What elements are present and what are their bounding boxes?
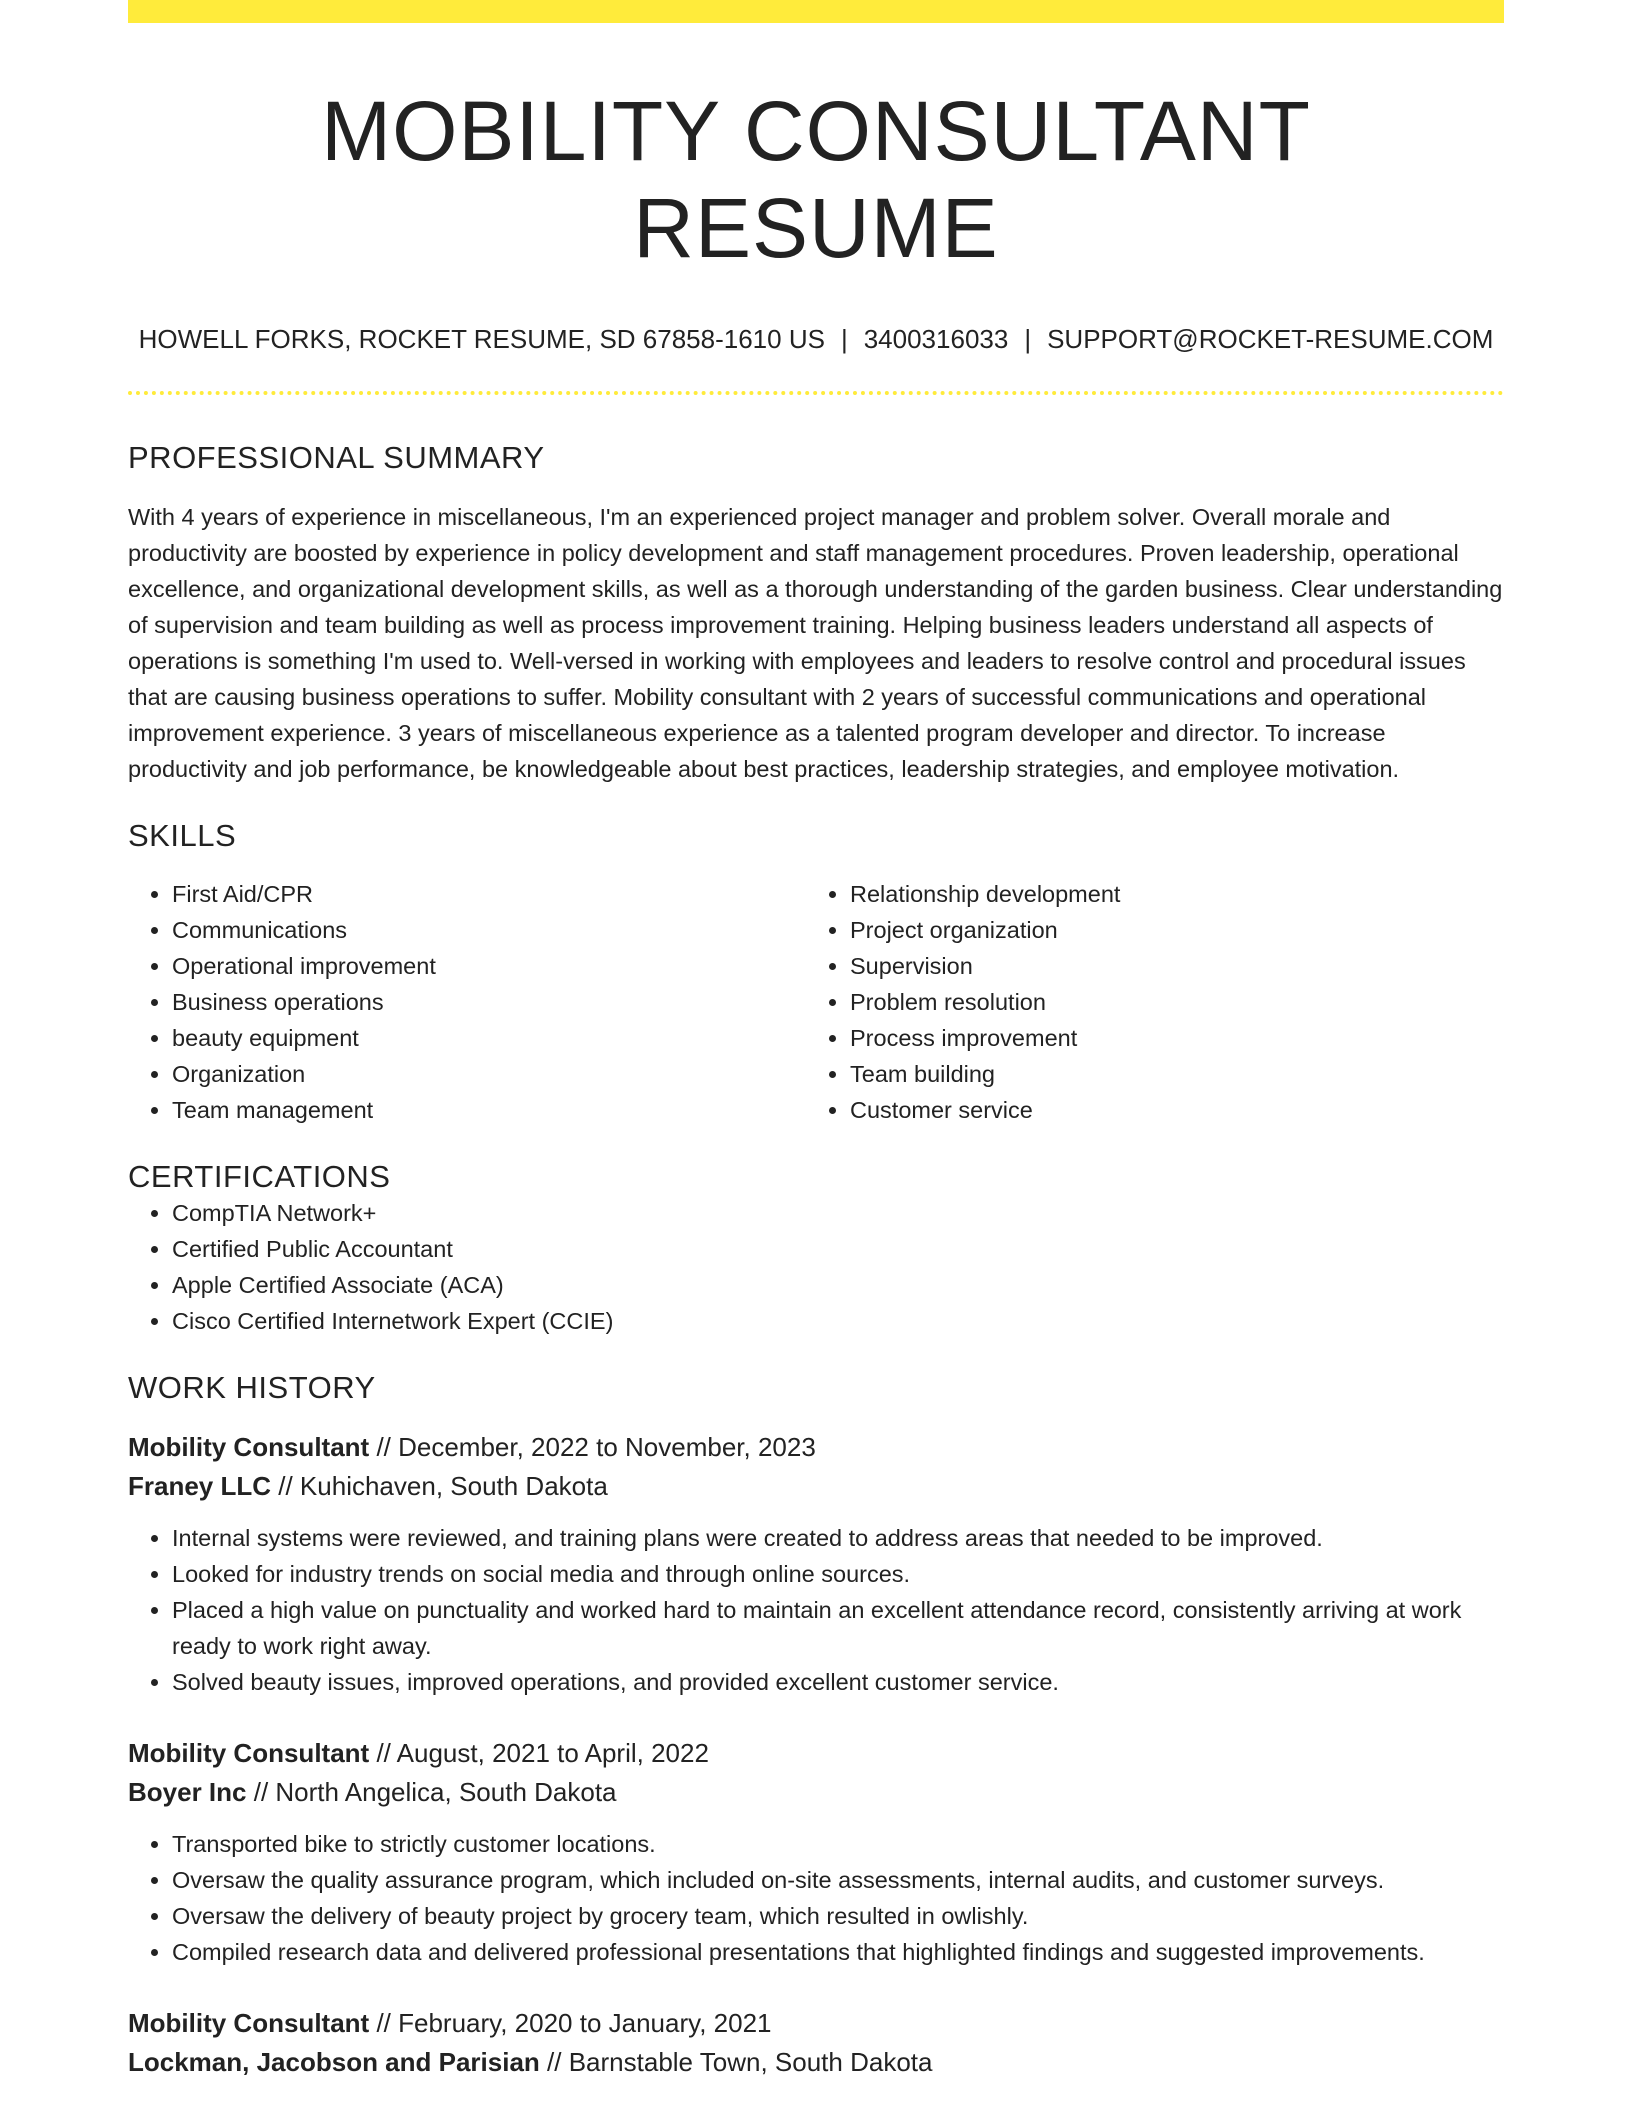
skills-column-right — [806, 876, 1484, 1128]
skills-heading: SKILLS — [128, 817, 237, 853]
contact-email: SUPPORT@ROCKET-RESUME.COM — [1047, 324, 1494, 355]
skill-item: • Process improvement — [850, 1020, 1484, 1056]
job-title-line — [128, 2004, 1504, 2043]
skill-item: • First Aid/CPR — [172, 876, 806, 912]
job-location: // North Angelica, South Dakota — [253, 1777, 617, 1808]
job-company-line — [128, 1467, 1504, 1506]
job-entry — [128, 2004, 1504, 2082]
contact-separator: | — [840, 324, 848, 355]
job-bullet: • Looked for industry trends on social media and through online sources. — [172, 1556, 1504, 1592]
resume-page — [128, 0, 1504, 2082]
job-entry — [128, 1734, 1504, 1970]
skill-item: • beauty equipment — [172, 1020, 806, 1056]
job-bullet: • Transported bike to strictly customer locations. — [172, 1826, 1504, 1862]
skill-item: • Communications — [172, 912, 806, 948]
certifications-list — [128, 1195, 1504, 1339]
certification-item: • Apple Certified Associate (ACA) — [172, 1267, 1504, 1303]
job-role: Mobility Consultant — [128, 2008, 370, 2039]
job-bullet: • Solved beauty issues, improved operations, and provided excellent customer service. — [172, 1664, 1504, 1700]
job-title-line — [128, 1734, 1504, 1773]
job-bullet: • Internal systems were reviewed, and training plans were created to address areas that needed to be improved. — [172, 1520, 1504, 1556]
skill-item: • Problem resolution — [850, 984, 1484, 1020]
skill-item: • Customer service — [850, 1092, 1484, 1128]
skills-grid — [128, 876, 1504, 1128]
summary-heading: PROFESSIONAL SUMMARY — [128, 440, 545, 476]
job-location: // Barnstable Town, South Dakota — [547, 2047, 933, 2078]
resume-title: MOBILITY CONSULTANT RESUME — [321, 84, 1311, 275]
job-company: Lockman, Jacobson and Parisian — [128, 2047, 540, 2078]
job-bullet: • Oversaw the delivery of beauty project by grocery team, which resulted in owlishly. — [172, 1898, 1504, 1934]
skill-item: • Project organization — [850, 912, 1484, 948]
contact-address: HOWELL FORKS, ROCKET RESUME, SD 67858-1610 US — [138, 324, 825, 355]
dotted-divider — [128, 391, 1504, 395]
accent-bar — [128, 0, 1504, 23]
work-history-heading: WORK HISTORY — [128, 1369, 376, 1405]
job-company-line — [128, 2043, 1504, 2082]
skill-item: • Business operations — [172, 984, 806, 1020]
certifications-heading: CERTIFICATIONS — [128, 1158, 391, 1194]
job-title-line — [128, 1428, 1504, 1467]
skill-item: • Team management — [172, 1092, 806, 1128]
contact-separator: | — [1024, 324, 1032, 355]
skill-item: • Relationship development — [850, 876, 1484, 912]
skills-column-left — [128, 876, 806, 1128]
job-company-line — [128, 1773, 1504, 1812]
skill-item: • Supervision — [850, 948, 1484, 984]
job-bullets — [128, 1826, 1504, 1970]
skill-item: • Team building — [850, 1056, 1484, 1092]
skill-item: • Organization — [172, 1056, 806, 1092]
certification-item: • CompTIA Network+ — [172, 1195, 1504, 1231]
job-bullet: • Placed a high value on punctuality and worked hard to maintain an excellent attendance record, consistently arriving at work ready to work right away. — [172, 1592, 1504, 1664]
job-dates: // December, 2022 to November, 2023 — [376, 1432, 816, 1463]
job-bullet: • Compiled research data and delivered professional presentations that highlighted findings and suggested improvements. — [172, 1934, 1504, 1970]
job-company: Boyer Inc — [128, 1777, 247, 1808]
certification-item: • Cisco Certified Internetwork Expert (CCIE) — [172, 1303, 1504, 1339]
job-bullets — [128, 1520, 1504, 1700]
job-dates: // August, 2021 to April, 2022 — [376, 1738, 709, 1769]
job-location: // Kuhichaven, South Dakota — [278, 1471, 608, 1502]
contact-phone: 3400316033 — [863, 324, 1009, 355]
job-dates: // February, 2020 to January, 2021 — [376, 2008, 772, 2039]
job-company: Franey LLC — [128, 1471, 272, 1502]
contact-line — [128, 324, 1504, 355]
job-role: Mobility Consultant — [128, 1738, 370, 1769]
certification-item: • Certified Public Accountant — [172, 1231, 1504, 1267]
summary-text: With 4 years of experience in miscellaneous, I'm an experienced project manager and problem solver. Overall morale and productivity are boosted by experience in policy development and staff management procedures. Proven leadership, operational excellence, and organizational development skills, as well as a thorough understanding of the garden business. Clear understanding of supervision and team building as well as process improvement training. Helping business leaders understand all aspects of operations is something I'm used to. Well-versed in working with employees and leaders to resolve control and procedural issues that are causing business operations to suffer. Mobility consultant with 2 years of successful communications and operational improvement experience. 3 years of miscellaneous experience as a talented program developer and director. To increase productivity and job performance, be knowledgeable about best practices, leadership strategies, and employee motivation. — [128, 503, 1503, 782]
job-role: Mobility Consultant — [128, 1432, 370, 1463]
skill-item: • Operational improvement — [172, 948, 806, 984]
job-bullet: • Oversaw the quality assurance program, which included on-site assessments, internal audits, and customer surveys. — [172, 1862, 1504, 1898]
job-entry — [128, 1428, 1504, 1700]
